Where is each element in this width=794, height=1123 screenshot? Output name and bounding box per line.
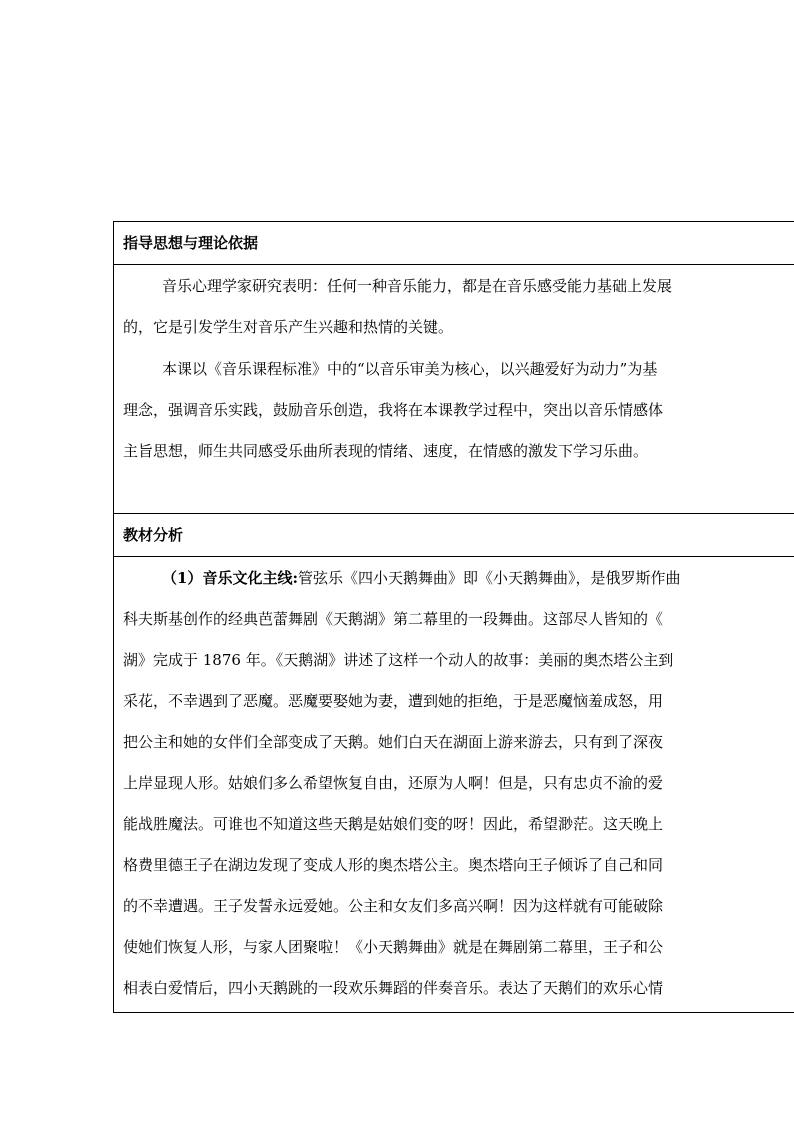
- section-heading-guiding-theory: [114, 222, 794, 264]
- lead-rest: 管弦乐《四小天鹅舞曲》即《小天鹅舞曲》，是俄罗斯作曲: [298, 569, 681, 587]
- text-line: 本课以《音乐课程标准》中的“以音乐审美为核心，以兴趣爱好为动力”为基: [162, 360, 658, 378]
- text-line: 的不幸遭遇。王子发誓永远爱她。公主和女友们多高兴啊！因为这样就有可能破除: [123, 897, 664, 915]
- paragraph-music-psychology: [123, 266, 794, 348]
- text-line: 的，它是引发学生对音乐产生兴趣和热情的关键。: [123, 318, 454, 336]
- text-line: 相表白爱情后，四小天鹅跳的一段欢乐舞蹈的伴奏音乐。表达了天鹅们的欢乐心情: [123, 979, 664, 997]
- text-line: 音乐心理学家研究表明：任何一种音乐能力，都是在音乐感受能力基础上发展: [162, 277, 673, 295]
- text-line: [123, 558, 794, 599]
- text-line: 能战胜魔法。可谁也不知道这些天鹅是姑娘们变的呀！因此，希望渺茫。这天晚上: [123, 815, 664, 833]
- section-body-material-analysis: [114, 557, 794, 1012]
- lesson-plan-table: [113, 221, 794, 1013]
- text-line: 格费里德王子在湖边发现了变成人形的奥杰塔公主。奥杰塔向王子倾诉了自己和同: [123, 856, 664, 874]
- text-line: 湖》完成于 1876 年。《天鹅湖》讲述了这样一个动人的故事：美丽的奥杰塔公主到: [123, 651, 674, 669]
- lead-colon: :: [292, 569, 298, 587]
- paragraph-swan-lake: [123, 558, 794, 1009]
- lead-title: 音乐文化主线: [202, 569, 293, 587]
- section-heading-material-analysis: [114, 514, 794, 556]
- text-line: 科夫斯基创作的经典芭蕾舞剧《天鹅湖》第二幕里的一段舞曲。这部尽人皆知的《: [123, 610, 664, 628]
- paragraph-curriculum-standard: [123, 349, 794, 472]
- section-heading-text: 教材分析: [123, 526, 184, 544]
- text-line: 主旨思想，师生共同感受乐曲所表现的情绪、速度，在情感的激发下学习乐曲。: [123, 442, 649, 460]
- text-line: 理念，强调音乐实践，鼓励音乐创造，我将在本课教学过程中，突出以音乐情感体: [123, 401, 664, 419]
- section-body-guiding-theory: [114, 265, 794, 513]
- section-heading-text: 指导思想与理论依据: [123, 234, 259, 252]
- text-line: 把公主和她的女伴们全部变成了天鹅。她们白天在湖面上游来游去，只有到了深夜: [123, 733, 664, 751]
- text-line: 上岸显现人形。姑娘们多么希望恢复自由，还原为人啊！但是，只有忠贞不渝的爱: [123, 774, 664, 792]
- lead-number: （1）: [162, 569, 203, 587]
- text-line: 使她们恢复人形，与家人团聚啦！《小天鹅舞曲》就是在舞剧第二幕里，王子和公: [123, 938, 664, 956]
- text-line: 采花，不幸遇到了恶魔。恶魔要娶她为妻，遭到她的拒绝，于是恶魔恼羞成怒，用: [123, 692, 664, 710]
